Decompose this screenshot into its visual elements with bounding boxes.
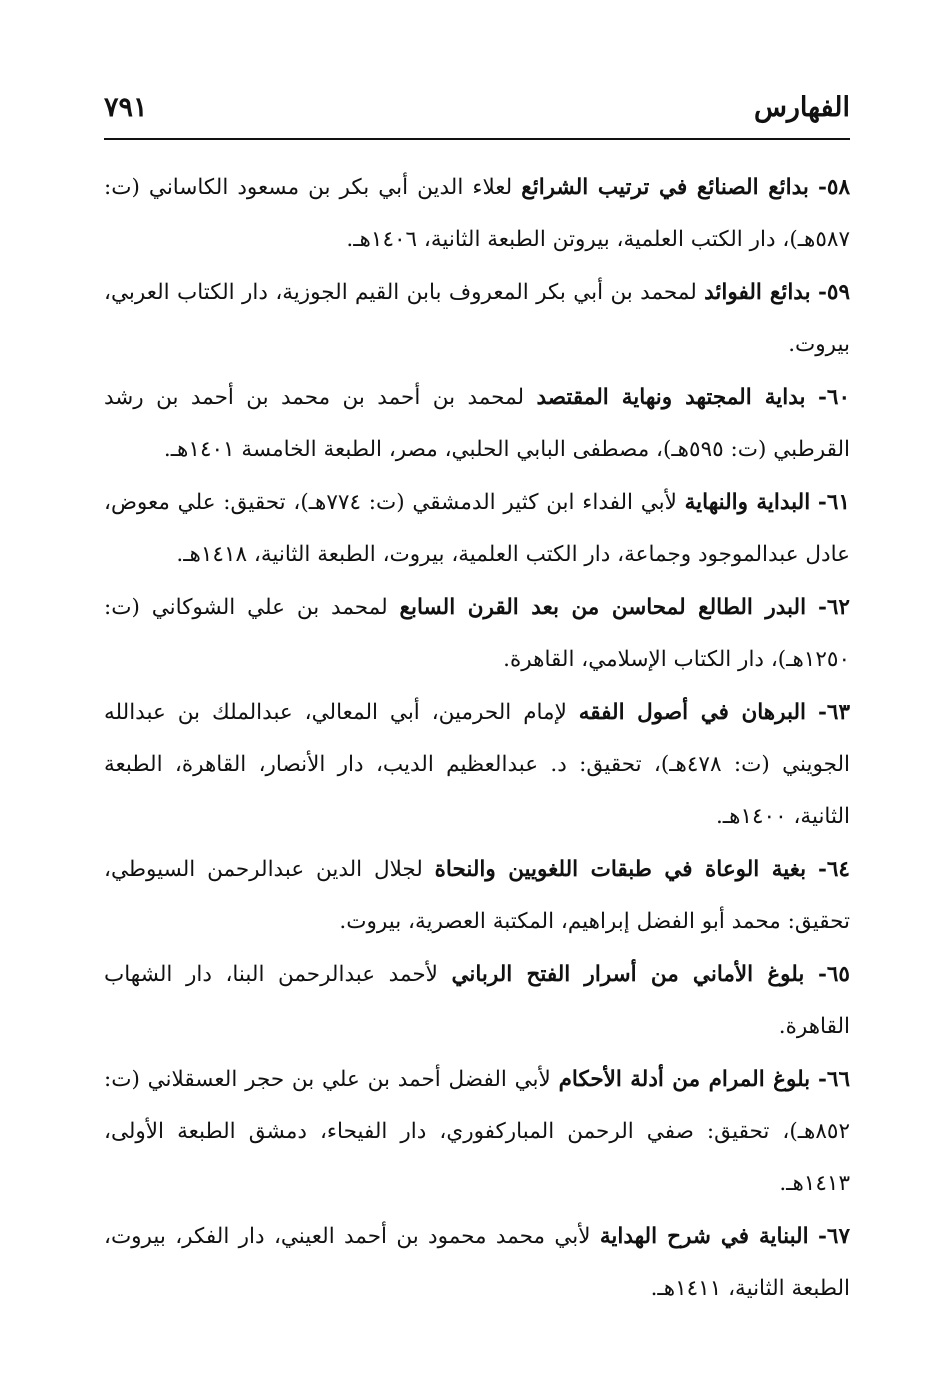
page-number: ٧٩١	[104, 92, 148, 123]
entry-number: ٦٠-	[817, 385, 850, 410]
bibliography-entry	[104, 162, 850, 266]
entry-title: بدائع الصنائع في ترتيب الشرائع	[521, 175, 809, 200]
entry-title: بلوغ المرام من أدلة الأحكام	[558, 1067, 811, 1092]
entry-title: البدر الطالع لمحاسن من بعد القرن السابع	[399, 595, 807, 620]
entry-title: بلوغ الأماني من أسرار الفتح الرباني	[451, 962, 805, 987]
entry-number: ٦٧-	[817, 1224, 850, 1249]
entry-details: لمحمد بن أبي بكر المعروف بابن القيم الجوزية، دار الكتاب العربي، بيروت.	[104, 280, 850, 357]
page-header	[104, 92, 850, 132]
section-title: الفهارس	[753, 92, 850, 123]
entry-number: ٦٢-	[817, 595, 850, 620]
bibliography-entry	[104, 372, 850, 476]
entry-number: ٦٥-	[817, 962, 850, 987]
entry-details: لمحمد بن أحمد بن محمد بن أحمد بن رشد القرطبي (ت: ٥٩٥هـ)، مصطفى البابي الحلبي، مصر، الطبعة الخامسة ١٤٠١هـ.	[104, 385, 850, 462]
entry-details: لمحمد بن علي الشوكاني (ت: ١٢٥٠هـ)، دار الكتاب الإسلامي، القاهرة.	[104, 595, 850, 672]
entry-title: البناية في شرح الهداية	[599, 1224, 809, 1249]
entry-title: بدائع الفوائد	[704, 280, 811, 305]
bibliography-list	[104, 162, 850, 1316]
entry-details: لأبي الفضل أحمد بن علي بن حجر العسقلاني (ت: ٨٥٢هـ)، تحقيق: صفي الرحمن المباركفوري، دار الفيحاء، دمشق الطبعة الأولى، ١٤١٣هـ.	[104, 1067, 850, 1196]
entry-details: لإمام الحرمين، أبي المعالي، عبدالملك بن عبدالله الجويني (ت: ٤٧٨هـ)، تحقيق: د. عبدالعظيم الديب، دار الأنصار، القاهرة، الطبعة الثانية، ١٤٠٠هـ.	[104, 700, 850, 829]
entry-title: بداية المجتهد ونهاية المقتصد	[536, 385, 806, 410]
entry-number: ٦١-	[817, 490, 850, 515]
bibliography-entry	[104, 582, 850, 686]
entry-number: ٦٣-	[817, 700, 851, 725]
entry-number: ٦٦-	[817, 1067, 850, 1092]
bibliography-entry	[104, 844, 850, 948]
bibliography-entry	[104, 477, 850, 581]
header-rule	[104, 138, 850, 140]
entry-number: ٥٩-	[817, 280, 850, 305]
entry-details: لأحمد عبدالرحمن البنا، دار الشهاب القاهرة.	[104, 962, 850, 1039]
entry-number: ٥٨-	[817, 175, 851, 200]
entry-title: بغية الوعاة في طبقات اللغويين والنحاة	[434, 857, 807, 882]
entry-details: لجلال الدين عبدالرحمن السيوطي، تحقيق: محمد أبو الفضل إبراهيم، المكتبة العصرية، بيروت.	[104, 857, 850, 934]
entry-details: لأبي الفداء ابن كثير الدمشقي (ت: ٧٧٤هـ)، تحقيق: علي معوض، عادل عبدالموجود وجماعة، دار الكتب العلمية، بيروت، الطبعة الثانية، ١٤١٨هـ.	[104, 490, 850, 567]
bibliography-entry	[104, 1054, 850, 1210]
bibliography-entry	[104, 267, 850, 371]
bibliography-entry	[104, 1211, 850, 1315]
entry-title: البرهان في أصول الفقه	[578, 700, 807, 725]
entry-details: لعلاء الدين أبي بكر بن مسعود الكاساني (ت: ٥٨٧هـ)، دار الكتب العلمية، بيروتن الطبعة الثانية، ١٤٠٦هـ.	[104, 175, 850, 252]
entry-title: البداية والنهاية	[684, 490, 811, 515]
bibliography-entry	[104, 687, 850, 843]
entry-number: ٦٤-	[817, 857, 850, 882]
entry-details: لأبي محمد محمود بن أحمد العيني، دار الفكر، بيروت، الطبعة الثانية، ١٤١١هـ.	[104, 1224, 850, 1301]
bibliography-entry	[104, 949, 850, 1053]
